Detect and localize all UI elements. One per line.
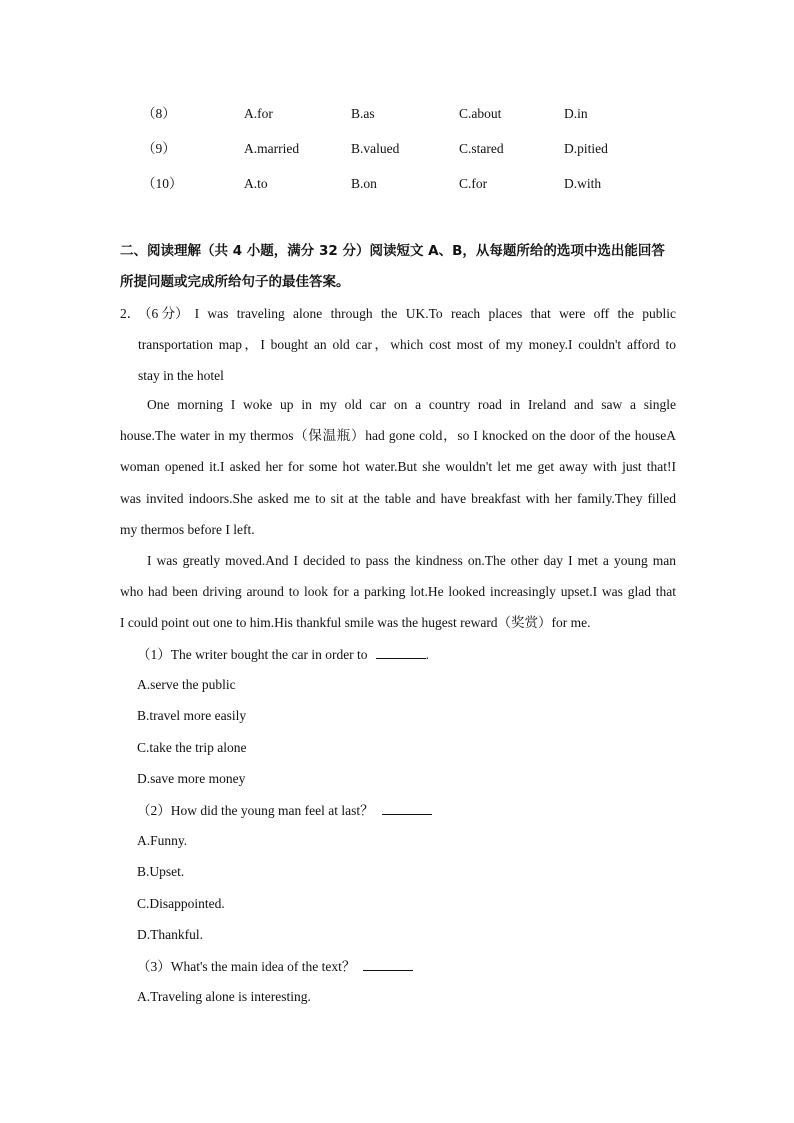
- sub-question-3-stem: [137, 956, 413, 977]
- sub-question-text: （2）How did the young man feel at last？: [137, 803, 374, 818]
- section-heading-line: 所提问题或完成所给句子的最佳答案。: [120, 274, 350, 290]
- answer-blank[interactable]: [376, 644, 426, 659]
- option-d: D.with: [564, 176, 602, 191]
- question-intro: [120, 298, 676, 391]
- paragraph-line: who had been driving around to look for a parking lot.He looked increasingly upset.I was glad that: [120, 584, 676, 600]
- option-d: D.pitied: [564, 141, 608, 156]
- choice: C.take the trip alone: [137, 740, 247, 755]
- choice: C.Disappointed.: [137, 896, 225, 911]
- option-row-8: [0, 104, 794, 124]
- paragraph-line: woman opened it.I asked her for some hot water.But she wouldn't let me get away with just that!I: [120, 459, 676, 475]
- option-c: C.for: [459, 176, 488, 191]
- choice: D.save more money: [137, 771, 246, 786]
- option-d: D.in: [564, 106, 588, 121]
- paragraph-line: was invited indoors.She asked me to sit at the table and have breakfast with her family.They filled: [120, 490, 676, 506]
- paragraph-line: One morning I woke up in my old car on a country road in Ireland and saw a single: [147, 397, 676, 412]
- option-a: A.to: [244, 176, 268, 191]
- sub-question-text: （1）The writer bought the car in order to: [137, 647, 368, 662]
- choice: B.travel more easily: [137, 708, 247, 723]
- option-a: A.married: [244, 141, 300, 156]
- sub-question-suffix: .: [425, 647, 429, 662]
- option-b: B.as: [351, 106, 375, 121]
- option-c: C.about: [459, 106, 502, 121]
- choice: A.serve the public: [137, 677, 236, 692]
- option-number: （8）: [142, 106, 176, 121]
- question-text-line: I was traveling alone through the UK.To reach places that were off the public: [194, 306, 676, 321]
- passage-paragraph-2: [120, 545, 676, 639]
- paragraph-line: my thermos before I left.: [120, 521, 255, 537]
- answer-blank[interactable]: [363, 956, 413, 971]
- sub-question-text: （3）What's the main idea of the text？: [137, 959, 356, 974]
- option-a: A.for: [244, 106, 273, 121]
- paragraph-line: I could point out one to him.His thankful smile was the hugest reward（奖赏）for me.: [120, 615, 591, 631]
- section-heading: [120, 236, 676, 298]
- question-score: （6 分）: [138, 306, 189, 321]
- choice: D.Thankful.: [137, 927, 203, 942]
- paragraph-line: I was greatly moved.And I decided to pass the kindness on.The other day I met a young man: [147, 553, 676, 568]
- question-text-line: stay in the hotel: [138, 368, 224, 383]
- option-c: C.stared: [459, 141, 504, 156]
- option-number: （10）: [142, 176, 183, 191]
- paragraph-line: house.The water in my thermos（保温瓶）had gone cold，so I knocked on the door of the houseA: [120, 428, 676, 444]
- question-number: 2．: [120, 306, 141, 321]
- option-b: B.on: [351, 176, 377, 191]
- option-b: B.valued: [351, 141, 400, 156]
- answer-blank[interactable]: [382, 800, 432, 815]
- sub-question-1-stem: [137, 644, 429, 665]
- option-row-9: [0, 139, 794, 159]
- passage-paragraph-1: [120, 389, 676, 545]
- choice: B.Upset.: [137, 864, 185, 879]
- choice: A.Traveling alone is interesting.: [137, 989, 311, 1004]
- choice: A.Funny.: [137, 833, 188, 848]
- question-text-line: transportation map，I bought an old car，which cost most of my money.I couldn't afford to: [138, 337, 676, 352]
- sub-question-2-stem: [137, 800, 432, 821]
- option-row-10: [0, 174, 794, 194]
- option-number: （9）: [142, 141, 176, 156]
- section-heading-line: 二、阅读理解（共 4 小题，满分 32 分）阅读短文 A、B，从每题所给的选项中选出能回答: [120, 243, 665, 259]
